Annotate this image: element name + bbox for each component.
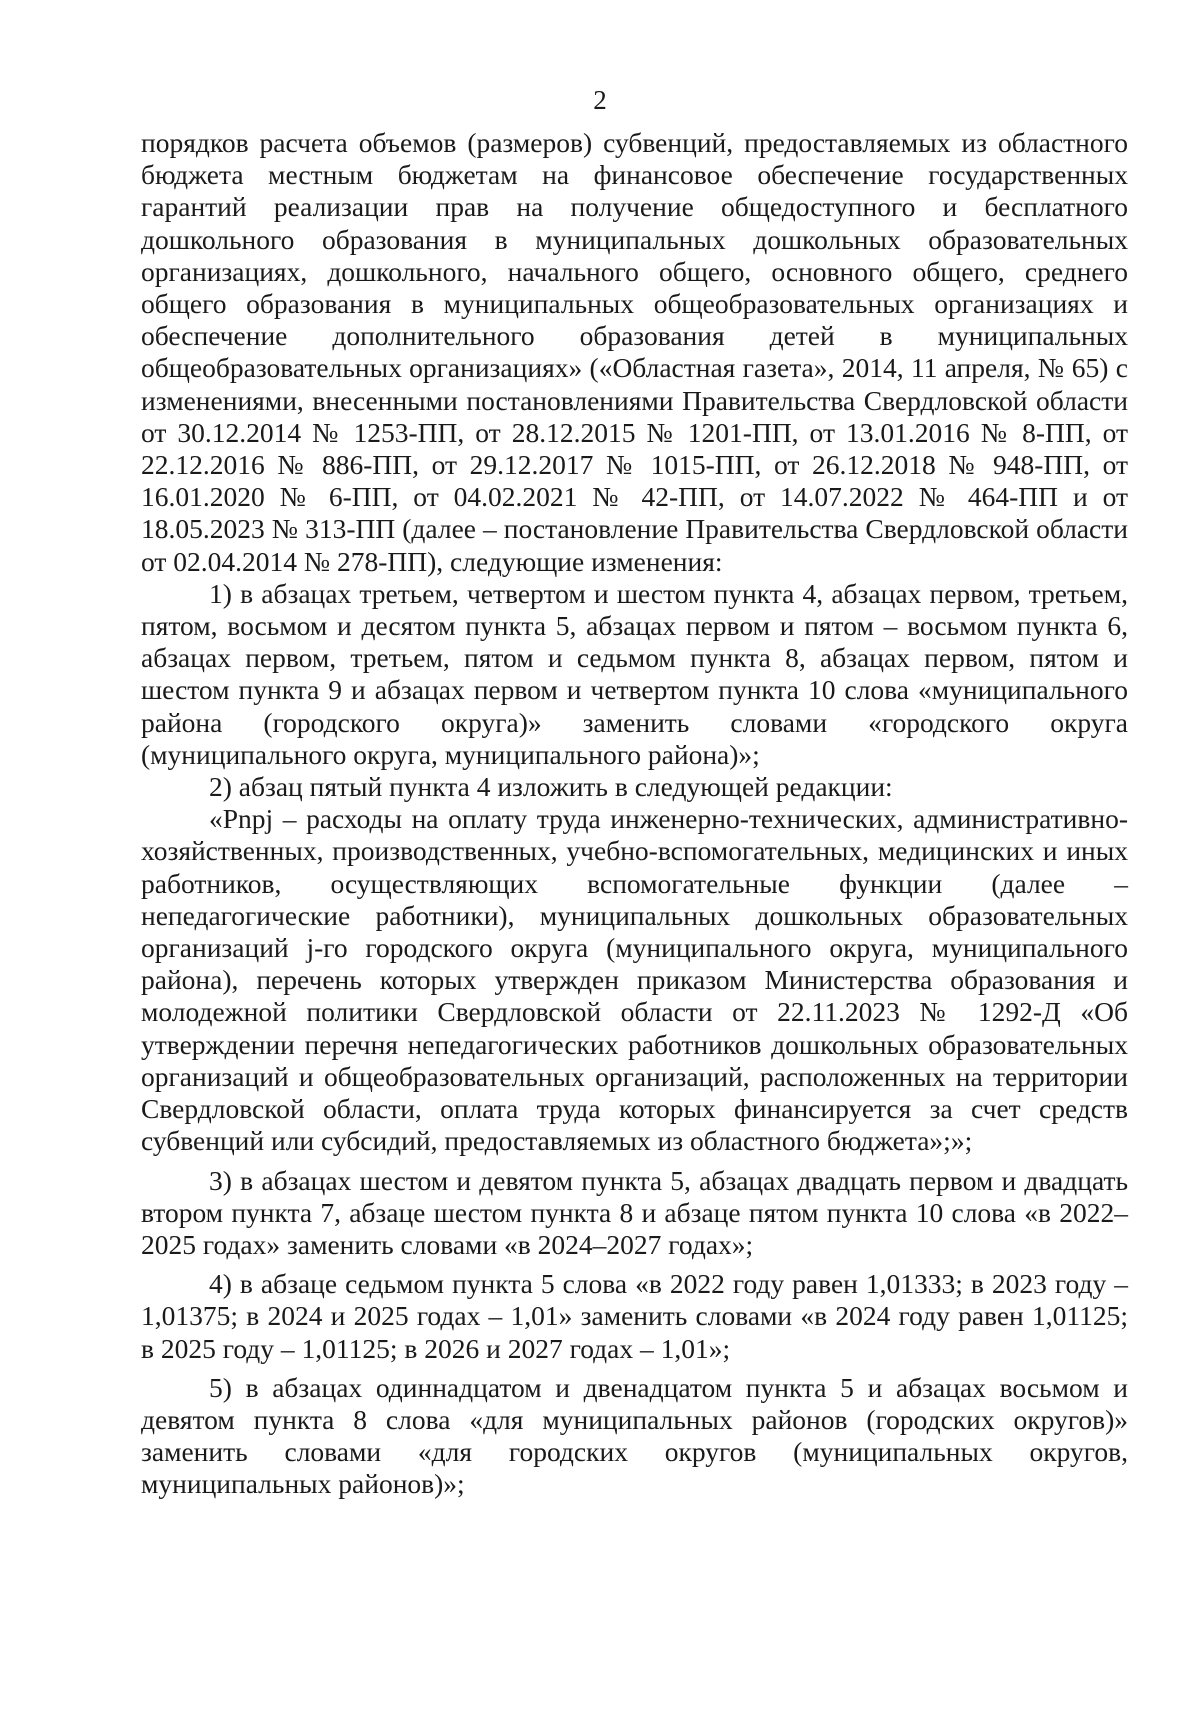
paragraph-item-1: 1) в абзацах третьем, четвертом и шестом пункта 4, абзацах первом, третьем, пятом, восьмом и десятом пункта 5, абзацах первом и пятом – восьмом пункта 6, абзацах первом, третьем, пятом и седьмом пункта 8, абзацах первом, пятом и шестом пункта 9 и абзацах первом и четвертом пункта 10 слова «муниципального района (городского округа)» заменить словами «городского округа (муниципального округа, муниципального района)»; [141,577,1128,770]
paragraph-item-3: 3) в абзацах шестом и девятом пункта 5, абзацах двадцать первом и двадцать втором пункта 7, абзаце шестом пункта 8 и абзаце пятом пункта 10 слова «в 2022–2025 годах» заменить словами «в 2024–2027 годах»; [141,1164,1128,1260]
paragraph-item-5: 5) в абзацах одиннадцатом и двенадцатом пункта 5 и абзацах восьмом и девятом пункта 8 слова «для муниципальных районов (городских округов)» заменить словами «для городских округов (муниципальных округов, муниципальных районов)»; [141,1371,1128,1500]
paragraph-intro-continuation: порядков расчета объемов (размеров) субвенций, предоставляемых из областного бюджета местным бюджетам на финансовое обеспечение государственных гарантий реализации прав на получение общедоступного и бесплатного дошкольного образования в муниципальных дошкольных образовательных организациях, дошкольного, начального общего, основного общего, среднего общего образования в муниципальных общеобразовательных организациях и обеспечение дополнительного образования детей в муниципальных общеобразовательных организациях» («Областная газета», 2014, 11 апреля, № 65) с изменениями, внесенными постановлениями Правительства Свердловской области от 30.12.2014 № 1253-ПП, от 28.12.2015 № 1201-ПП, от 13.01.2016 № 8-ПП, от 22.12.2016 № 886-ПП, от 29.12.2017 № 1015-ПП, от 26.12.2018 № 948-ПП, от 16.01.2020 № 6-ПП, от 04.02.2021 № 42-ПП, от 14.07.2022 № 464-ПП и от 18.05.2023 № 313-ПП (далее – постановление Правительства Свердловской области от 02.04.2014 № 278-ПП), следующие изменения: [141,127,1128,577]
paragraph-item-4: 4) в абзаце седьмом пункта 5 слова «в 2022 году равен 1,01333; в 2023 году – 1,01375; в 2024 и 2025 годах – 1,01» заменить словами «в 2024 году равен 1,01125; в 2025 году – 1,01125; в 2026 и 2027 годах – 1,01»; [141,1268,1128,1364]
paragraph-item-2-quote: «Pnpj – расходы на оплату труда инженерно-технических, административно-хозяйственных, производственных, учебно-вспомогательных, медицинских и иных работников, осуществляющих вспомогательные функции (далее – непедагогические работники), муниципальных дошкольных образовательных организаций j-го городского округа (муниципального округа, муниципального района), перечень которых утвержден приказом Министерства образования и молодежной политики Свердловской области от 22.11.2023 № 1292-Д «Об утверждении перечня непедагогических работников дошкольных образовательных организаций и общеобразовательных организаций, расположенных на территории Свердловской области, оплата труда которых финансируется за счет средств субвенций или субсидий, предоставляемых из областного бюджета»;»; [141,803,1128,1157]
document-body [141,127,1128,1501]
paragraph-item-2: 2) абзац пятый пункта 4 изложить в следующей редакции: [209,771,893,803]
page-number: 2 [593,85,607,115]
